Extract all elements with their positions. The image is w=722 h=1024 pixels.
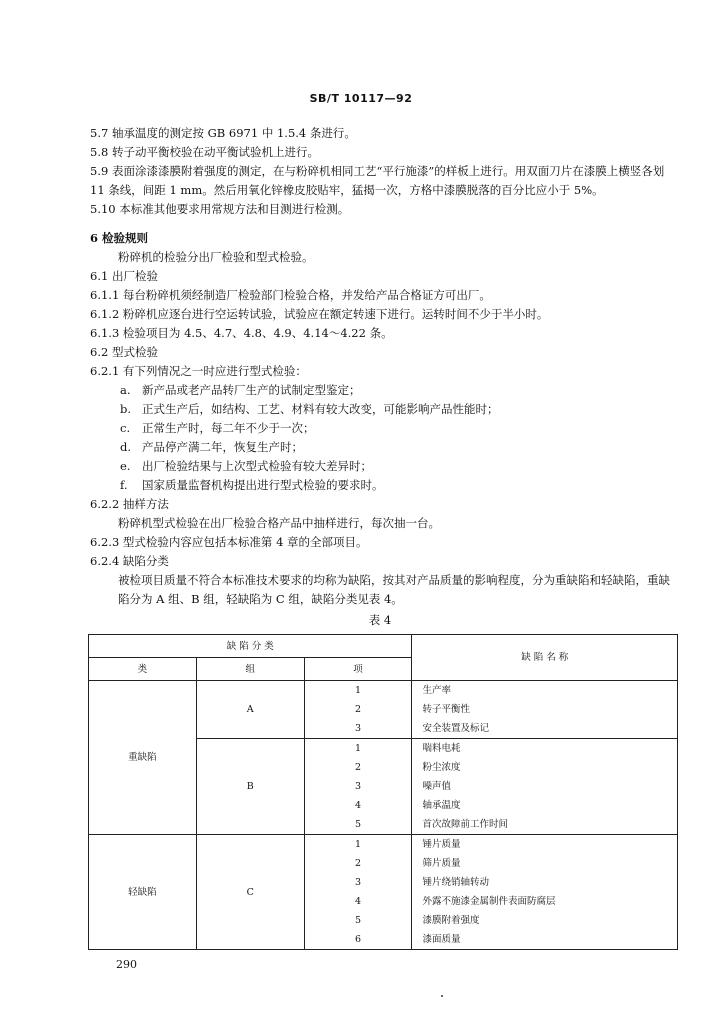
list-item [90, 457, 670, 476]
clause-6-1-1: 6.1.1 每台粉碎机须经制造厂检验部门检验合格，并发给产品合格证方可出厂。 [90, 288, 491, 302]
defect-classification-table [88, 634, 678, 950]
page-number: 290 [116, 958, 137, 971]
list-item-text: 新产品或老产品转厂生产的试制定型鉴定； [142, 383, 361, 397]
list-item-text: 产品停产满二年，恢复生产时； [142, 440, 303, 454]
clause-6-2-2: 6.2.2 抽样方法 [90, 497, 169, 511]
item-number: 1 [304, 739, 412, 759]
list-item [90, 400, 670, 419]
standard-code-header: SB/T 10117—92 [309, 92, 413, 105]
list-item-letter: b. [120, 402, 132, 416]
list-item-text: 正式生产后，如结构、工艺、材料有较大改变，可能影响产品性能时； [142, 402, 499, 416]
clause-6-2-2-body: 粉碎机型式检验在出厂检验合格产品中抽样进行，每次抽一台。 [118, 516, 440, 530]
clause-6-1: 6.1 出厂检验 [90, 269, 158, 283]
clause-6-2: 6.2 型式检验 [90, 345, 158, 359]
list-item-text: 出厂检验结果与上次型式检验有较大差异时； [142, 459, 372, 473]
item-number: 2 [304, 854, 412, 873]
heavy-defect-label: 重缺陷 [89, 681, 197, 835]
list-item [90, 438, 670, 457]
item-number: 1 [304, 681, 412, 701]
list-item-letter: c. [120, 421, 131, 435]
table-header-classification: 缺 陷 分 类 [89, 635, 412, 658]
item-number: 4 [304, 892, 412, 911]
clause-6-2-4: 6.2.4 缺陷分类 [90, 554, 169, 568]
item-number: 3 [304, 873, 412, 892]
item-number: 2 [304, 758, 412, 777]
list-item [90, 419, 670, 438]
item-number: 1 [304, 835, 412, 855]
defect-name: 外露不施漆金属制件表面防腐层 [412, 892, 678, 911]
clause-5-8: 5.8 转子动平衡校验在动平衡试验机上进行。 [90, 145, 319, 159]
clause-6-2-4-body: 被检项目质量不符合本标准技术要求的均称为缺陷，按其对产品质量的影响程度，分为重缺陷和轻缺陷，重缺陷分为 A 组、B 组，轻缺陷为 C 组，缺陷分类见表 4。 [118, 573, 670, 606]
defect-name: 安全装置及标记 [412, 719, 678, 739]
document-body [90, 124, 670, 950]
group-c-label: C [196, 835, 304, 950]
defect-name: 筛片质量 [412, 854, 678, 873]
section-6-title: 6 检验规则 [90, 231, 149, 245]
table-header-class: 类 [89, 658, 197, 681]
light-defect-label: 轻缺陷 [89, 835, 197, 950]
list-item-letter: a. [120, 383, 131, 397]
list-item-letter: d. [120, 440, 132, 454]
list-item-text: 国家质量监督机构提出进行型式检验的要求时。 [142, 478, 384, 492]
table-header-defect-name: 缺 陷 名 称 [412, 635, 678, 681]
defect-name: 首次故障前工作时间 [412, 815, 678, 835]
defect-name: 生产率 [412, 681, 678, 701]
item-number: 3 [304, 777, 412, 796]
list-item [90, 381, 670, 400]
table-header-group: 组 [196, 658, 304, 681]
table-header-item: 项 [304, 658, 412, 681]
clause-6-2-3: 6.2.3 型式检验内容应包括本标准第 4 章的全部项目。 [90, 535, 368, 549]
defect-name: 锤片质量 [412, 835, 678, 855]
defect-name: 漆膜附着强度 [412, 911, 678, 930]
section-6-intro: 粉碎机的检验分出厂检验和型式检验。 [118, 250, 314, 264]
group-a-label: A [196, 681, 304, 739]
item-number: 2 [304, 700, 412, 719]
scan-speck [441, 995, 443, 997]
defect-name: 喘料电耗 [412, 739, 678, 759]
item-number: 5 [304, 911, 412, 930]
clause-6-1-2: 6.1.2 粉碎机应逐台进行空运转试验，试验应在额定转速下进行。运转时间不少于半小时。 [90, 307, 549, 321]
defect-name: 轴承温度 [412, 796, 678, 815]
clause-5-7: 5.7 轴承温度的测定按 GB 6971 中 1.5.4 条进行。 [90, 126, 356, 140]
list-item-letter: e. [120, 459, 131, 473]
item-number: 5 [304, 815, 412, 835]
defect-name: 转子平衡性 [412, 700, 678, 719]
table-row [89, 681, 678, 701]
defect-name: 锤片绕销轴转动 [412, 873, 678, 892]
item-number: 6 [304, 930, 412, 950]
clause-6-1-3: 6.1.3 检验项目为 4.5、4.7、4.8、4.9、4.14～4.22 条。 [90, 326, 393, 340]
clause-5-10: 5.10 本标准其他要求用常规方法和目测进行检测。 [90, 202, 350, 216]
group-b-label: B [196, 739, 304, 835]
list-item-letter: f. [120, 478, 128, 492]
clause-6-2-1: 6.2.1 有下列情况之一时应进行型式检验： [90, 364, 307, 378]
item-number: 3 [304, 719, 412, 739]
defect-name: 噪声值 [412, 777, 678, 796]
defect-name: 粉尘浓度 [412, 758, 678, 777]
list-item-text: 正常生产时，每二年不少于一次； [142, 421, 315, 435]
table-row [89, 835, 678, 855]
item-number: 4 [304, 796, 412, 815]
clause-5-9: 5.9 表面涂漆漆膜附着强度的测定，在与粉碎机相同工艺“平行施漆”的样板上进行。用双面刀片在漆膜上横竖各划 11 条线，间距 1 mm。然后用氧化锌橡皮胶贴牢，猛揭一次，方格中漆膜脱落的百分比应小于 5%。 [90, 164, 665, 197]
list-item [90, 476, 670, 495]
table-4-title: 表 4 [368, 613, 392, 627]
defect-name: 漆面质量 [412, 930, 678, 950]
